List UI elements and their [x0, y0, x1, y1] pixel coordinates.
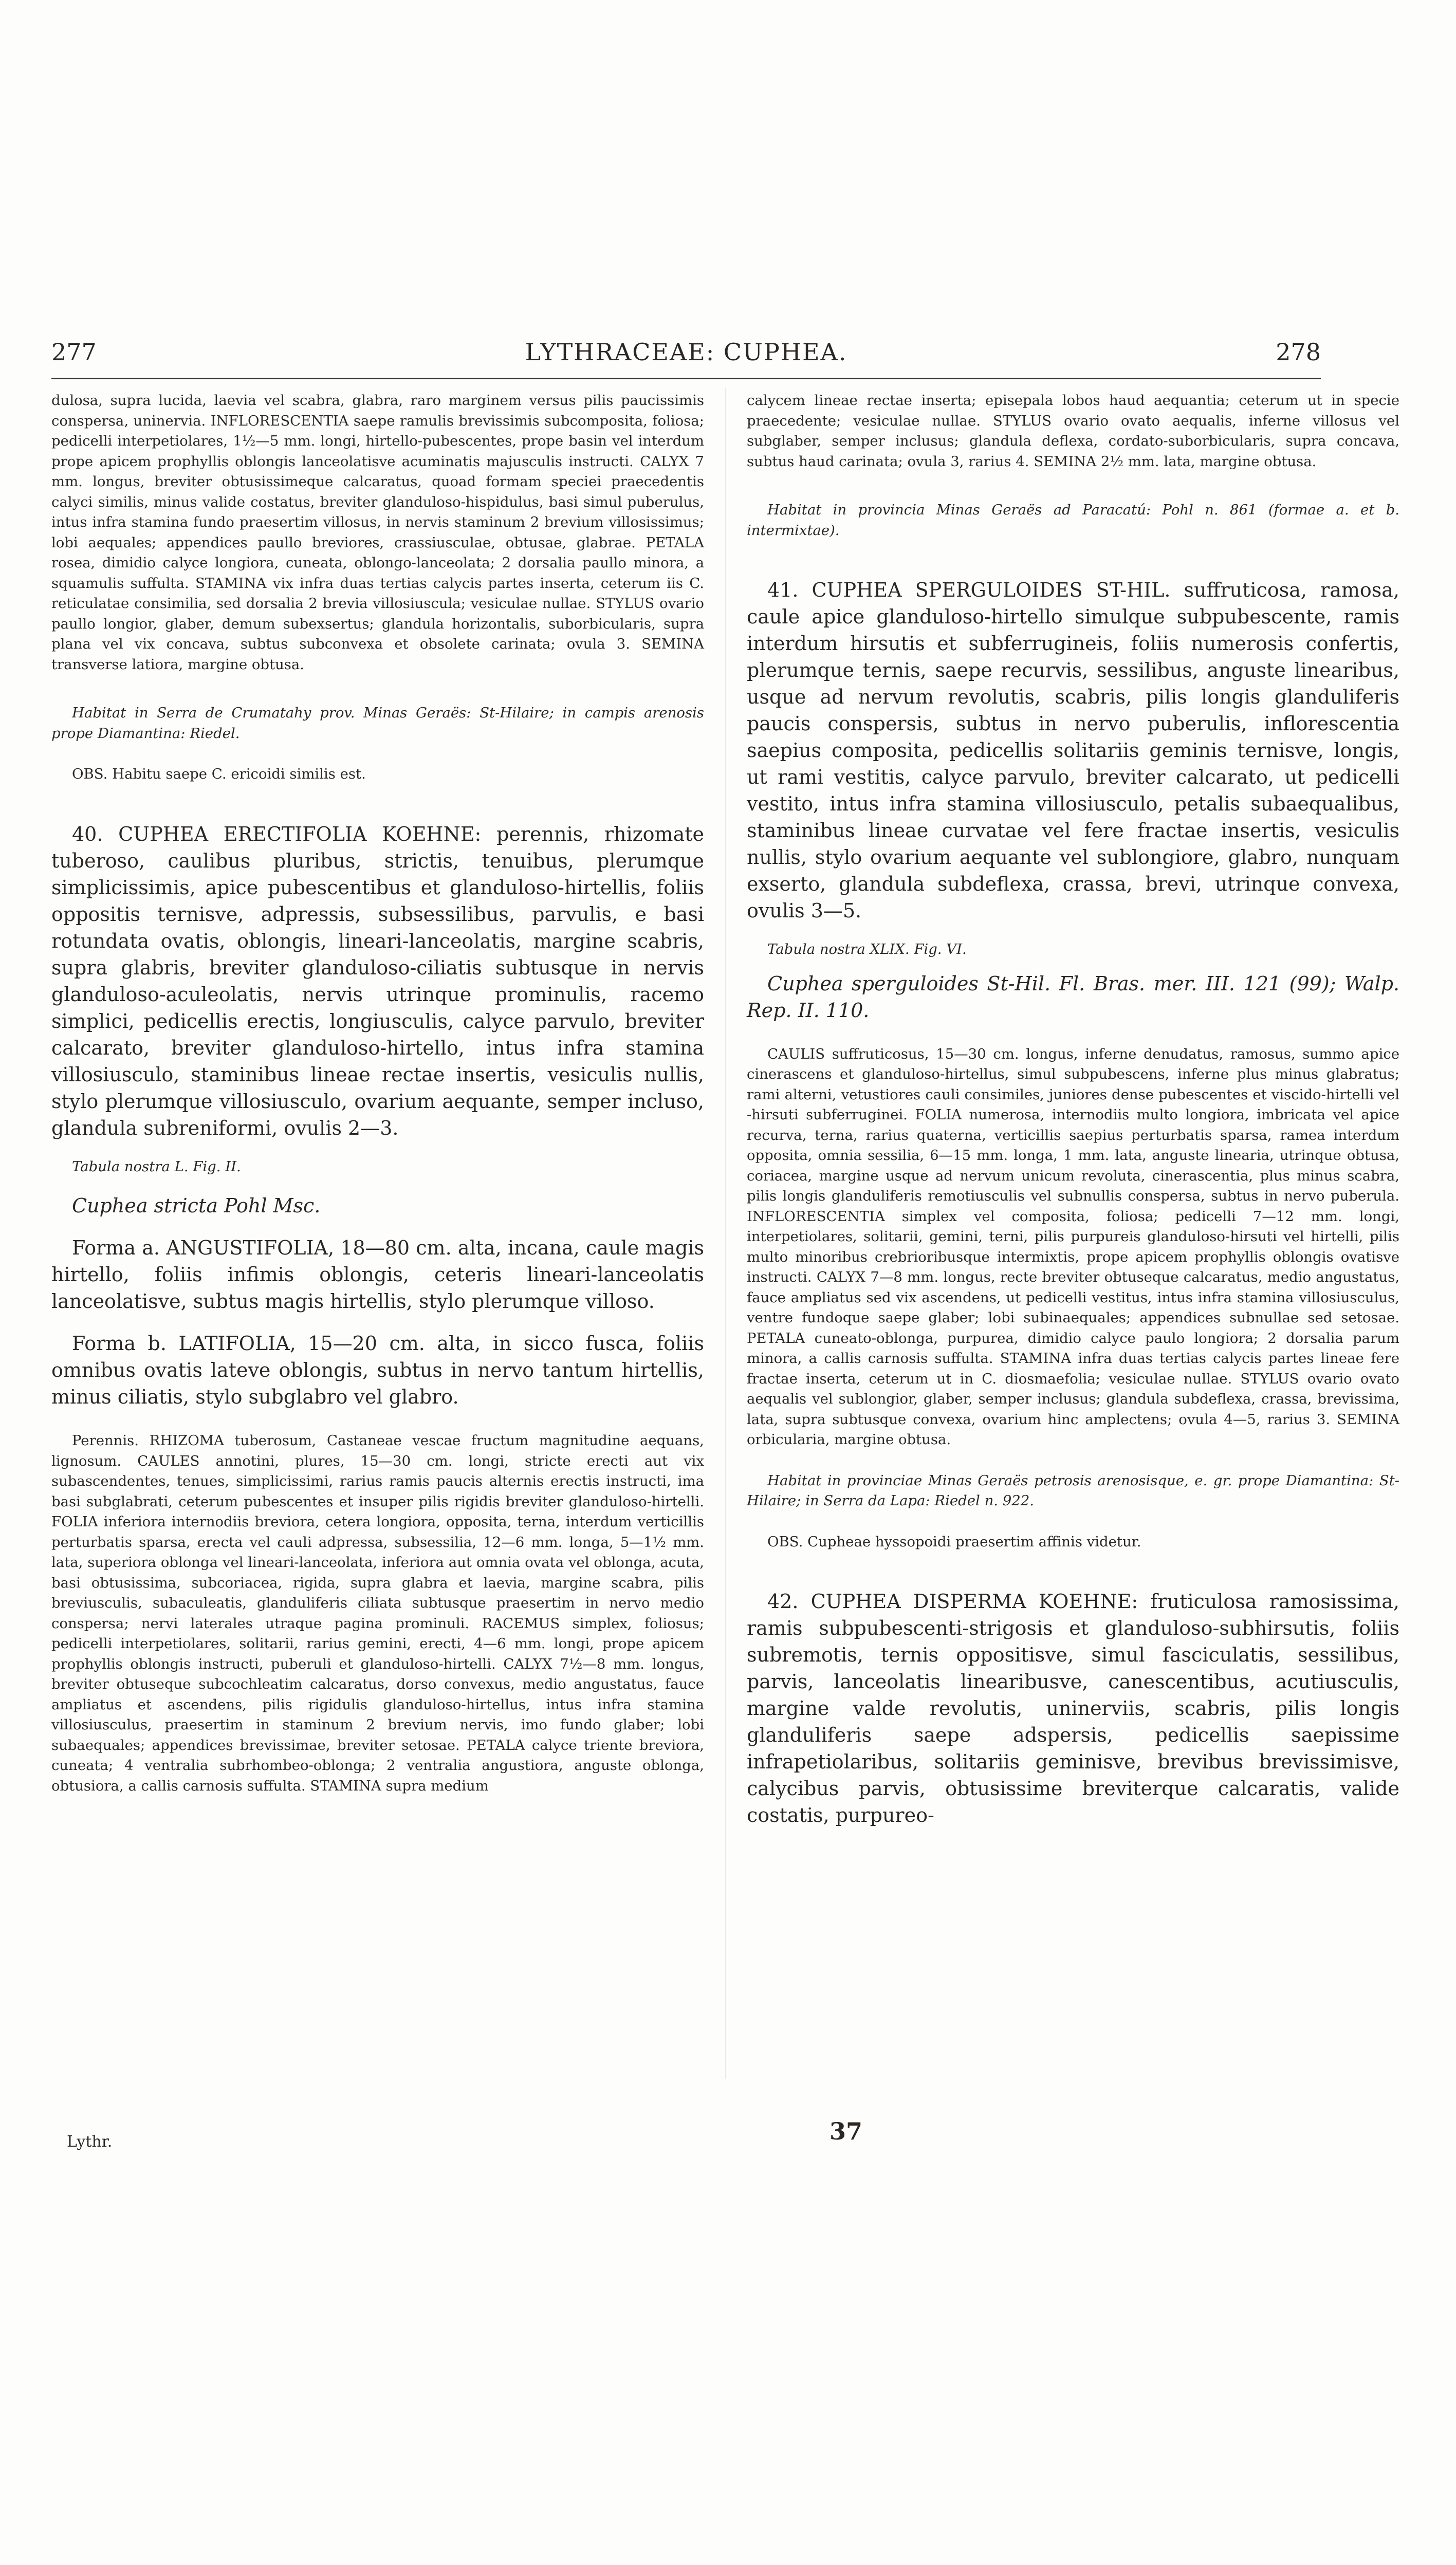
species-40-heading: 40. CUPHEA ERECTIFOLIA KOEHNE: perennis, rhizomate tuberoso, caulibus pluribus, strictis, tenuibus, plerumque simplicissimis, apice pubescentibus et glanduloso-hirtellis, foliis oppositis ternisve, adpressis, subsessilibus, parvulis, e basi rotundata ovatis, oblongis, lineari-lanceolatis, margine scabris, supra glabris, breviter glanduloso-ciliatis subtusque in nervis glanduloso-aculeolatis, nervis utrinque prominulis, racemo simplici, pedicellis erectis, longiusculis, calyce parvulo, breviter calcarato, breviter glanduloso-hirtello, intus infra stamina villosiusculo, staminibus lineae rectae insertis, vesiculis nullis, stylo plerumque villosiusculo, ovarium aequante, semper incluso, glandula subreniformi, ovulis 2—3.	[51, 822, 704, 1139]
species-41-heading: 41. CUPHEA SPERGULOIDES ST-HIL. suffruticosa, ramosa, caule apice glanduloso-hirtello simulque subpubescente, ramis interdum hirsutis et subferrugineis, foliis numerosis confertis, plerumque ternis, saepe recurvis, sessilibus, anguste linearibus, usque ad nervum revolutis, scabris, pilis longis glanduliferis paucis conspersis, subtus in nervo puberulis, inflorescentia saepius composita, pedicellis solitariis geminis ternisve, longis, ut rami vestitis, calyce parvulo, breviter calcarato, ut pedicelli vestito, intus infra stamina villosiusculo, petalis subaequalibus, staminibus lineae curvatae vel fere fractae insertis, vesiculis nullis, stylo ovarium aequante vel sublongiore, glabro, nunquam exserto, glandula subdeflexa, crassa, brevi, utrinque convexa, ovulis 3—5.	[747, 579, 1399, 922]
species-42-heading: 42. CUPHEA DISPERMA KOEHNE: fruticulosa ramosissima, ramis subpubescenti-strigosis et glanduloso-subhirsutis, foliis subremotis, ternis oppositisve, simul fasciculatis, sessilibus, parvis, lanceolatis linearibusve, canescentibus, acutiusculis, margine valde revolutis, uninerviis, scabris, pilis longis glanduliferis saepe adspersis, pedicellis saepissime infrapetiolaribus, solitariis geminisve, brevibus brevissimisve, calycibus parvis, obtusissime breviterque calcaratis, valide costatis, purpureo-	[747, 1590, 1399, 1826]
header-rule	[51, 378, 1321, 379]
column-divider	[726, 388, 727, 2079]
continued-description: dulosa, supra lucida, laevia vel scabra, glabra, raro marginem versus pilis paucissimis conspersa, uninervia. INFLORESCENTIA saepe ramulis brevissimis subcomposita, foliosa; pedicelli interpetiolares, 1½—5 mm. longi, hirtello-pubescentes, prope basin vel interdum prope apicem prophyllis oblongis lanceolatisve acuminatis majusculis instructi. CALYX 7 mm. longus, breviter obtusissimeque calcaratus, quoad formam speciei praecedentis calyci similis, minus valide costatus, breviter glanduloso-hispidulus, basi simul puberulus, intus infra stamina fundo praesertim villosus, in nervis staminum 2 brevium villosissimus; lobi aequales; appendices paullo breviores, crassiusculae, obtusae, glabrae. PETALA rosea, dimidio calyce longiora, cuneata, oblongo-lanceolata; 2 dorsalia paullo minora, a squamulis suffulta. STAMINA vix infra duas tertias calycis partes inserta, ceterum iis C. reticulatae consimilia, sed dorsalia 2 brevia villosiuscula; vesiculae nullae. STYLUS ovario paullo longior, glaber, demum subexsertus; glandula horizontalis, suborbicularis, supra plana vel vix concava, subtus subconvexa et obsolete carinata; ovula 3. SEMINA transverse latiora, margine obtusa.	[51, 392, 704, 673]
species-41-description: CAULIS suffruticosus, 15—30 cm. longus, inferne denudatus, ramosus, summo apice cinerascens et glanduloso-hirtellus, simul subpubescens, inferne plus minus glabratus; rami alterni, vetustiores cauli consimiles, juniores dense pubescentes et viscido-hirtelli vel -hirsuti subferruginei. FOLIA numerosa, internodiis multo longiora, imbricata vel apice recurva, terna, rarius quaterna, verticillis saepius perturbatis sparsa, ramea interdum opposita, omnia sessilia, 6—15 mm. longa, 1 mm. lata, anguste linearia, utrinque obtusa, coriacea, margine usque ad nervum unicum revoluta, cinerascentia, plus minus scabra, pilis longis glanduliferis remotiusculis vel subnullis conspersa, subtus in nervo puberula. INFLORESCENTIA simplex vel composita, foliosa; pedicelli 7—12 mm. longi, interpetiolares, solitarii, gemini, terni, pilis purpureis glanduloso-hirsuti vel hirtelli, pilis multo minoribus crebrioribusque intermixtis, prope apicem prophyllis oblongis ovatisve instructi. CALYX 7—8 mm. longus, recte breviter obtuseque calcaratus, medio angustatus, fauce ampliatus sed vix ascendens, ut pedicelli vestitus, intus infra stamina villosiusculus, ventre fundoque saepe glaber; lobi subinaequales; appendices subnullae sed setosae. PETALA cuneato-oblonga, purpurea, dimidio calyce paulo longiora; 2 dorsalia parum minora, a callis carnosis suffulta. STAMINA infra duas tertias calycis partes lineae fere fractae inserta, ceterum ut in C. diosmaefolia; vesiculae nullae. STYLUS ovario ovato aequalis vel sublongior, glaber, semper inclusus; glandula subdeflexa, crassa, brevissima, lata, supra subtusque convexa, ovarium hinc amplectens; ovula 4—5, rarius 3. SEMINA orbicularia, margine obtusa.	[747, 1045, 1399, 1448]
page-header	[51, 337, 1321, 378]
forma-a: Forma a. ANGUSTIFOLIA, 18—80 cm. alta, incana, caule magis hirtello, foliis infimis oblongis, ceteris lineari-lanceolatis lanceolatisve, subtus magis hirtellis, stylo plerumque villoso.	[51, 1237, 704, 1313]
habitat-note: Habitat in Serra de Crumatahy prov. Minas Geraës: St-Hilaire; in campis arenosis prope Diamantina: Riedel.	[51, 705, 704, 742]
observation-note: OBS. Habitu saepe C. ericoidi similis est.	[72, 766, 366, 782]
left-column	[51, 391, 704, 1796]
species-41-observation: OBS. Cupheae hyssopoidi praesertim affinis videtur.	[767, 1533, 1141, 1550]
right-column	[747, 391, 1399, 1829]
species-40-habitat: Habitat in provincia Minas Geraës ad Paracatú: Pohl n. 861 (formae a. et b. intermixtae).	[747, 502, 1399, 539]
footer-abbrev: Lythr.	[67, 2133, 113, 2151]
running-title: LYTHRACEAE: CUPHEA.	[525, 338, 847, 366]
species-41-habitat: Habitat in provinciae Minas Geraës petrosis arenosisque, e. gr. prope Diamantina: St-Hilaire; in Serra da Lapa: Riedel n. 922.	[747, 1472, 1399, 1509]
signature-mark: 37	[830, 2117, 863, 2145]
continued-description-right: calycem lineae rectae inserta; episepala lobos haud aequantia; ceterum ut in specie praecedente; vesiculae nullae. STYLUS ovario ovato aequalis, inferne villosus vel subglaber, semper inclusus; glandula deflexa, cordato-suborbicularis, supra concava, subtus haud carinata; ovula 3, rarius 4. SEMINA 2½ mm. lata, margine obtusa.	[747, 392, 1399, 470]
species-40-description: Perennis. RHIZOMA tuberosum, Castaneae vescae fructum magnitudine aequans, lignosum. CAULES annotini, plures, 15—30 cm. longi, stricte erecti aut vix subascendentes, tenues, simplicissimi, rarius ramis paucis alternis erectis instructi, ima basi subglabrati, ceterum pubescentes et insuper pilis rigidis breviter glanduloso-hirtelli. FOLIA inferiora internodiis breviora, cetera longiora, opposita, terna, interdum verticillis perturbatis sparsa, erecta vel cauli adpressa, subsessilia, 12—6 mm. longa, 5—1½ mm. lata, superiora oblonga vel lineari-lanceolata, inferiora aut omnia ovata vel oblonga, acuta, basi obtusissima, subcoriacea, rigida, supra glabra et laevia, margine scabra, pilis breviusculis, subaculeatis, glanduliferis ciliata subtusque praesertim in nervo medio conspersa; nervi laterales utraque pagina prominuli. RACEMUS simplex, foliosus; pedicelli interpetiolares, solitarii, rarius gemini, erecti, 4—6 mm. longi, prope apicem prophyllis oblongis instructi, puberuli et glanduloso-hirtelli. CALYX 7½—8 mm. longus, breviter obtuseque subcochleatim calcaratus, dorso convexus, medio angustatus, fauce ampliatus et ascendens, pilis rigidulis glanduloso-hirtellus, intus infra stamina villosiusculus, praesertim in staminum 2 brevium nervis, imo fundo glaber; lobi subaequales; appendices brevissimae, breviter setosae. PETALA calyce triente breviora, cuneata; 4 ventralia subrhombeo-oblonga; 2 ventralia angustiora, anguste oblonga, obtusiora, a callis carnosis suffulta. STAMINA supra medium	[51, 1432, 704, 1794]
forma-b: Forma b. LATIFOLIA, 15—20 cm. alta, in sicco fusca, foliis omnibus ovatis lateve oblongis, subtus in nervo tantum hirtellis, minus ciliatis, stylo subglabro vel glabro.	[51, 1332, 704, 1408]
species-41-synonym: Cuphea sperguloides St-Hil. Fl. Bras. mer. III. 121 (99); Walp. Rep. II. 110.	[747, 972, 1399, 1022]
page-number-right: 278	[1276, 338, 1321, 366]
page-number-left: 277	[51, 338, 97, 366]
species-40-plate-ref: Tabula nostra L. Fig. II.	[72, 1158, 241, 1175]
species-40-synonym: Cuphea stricta Pohl Msc.	[72, 1194, 321, 1217]
species-41-plate-ref: Tabula nostra XLIX. Fig. VI.	[767, 941, 967, 957]
